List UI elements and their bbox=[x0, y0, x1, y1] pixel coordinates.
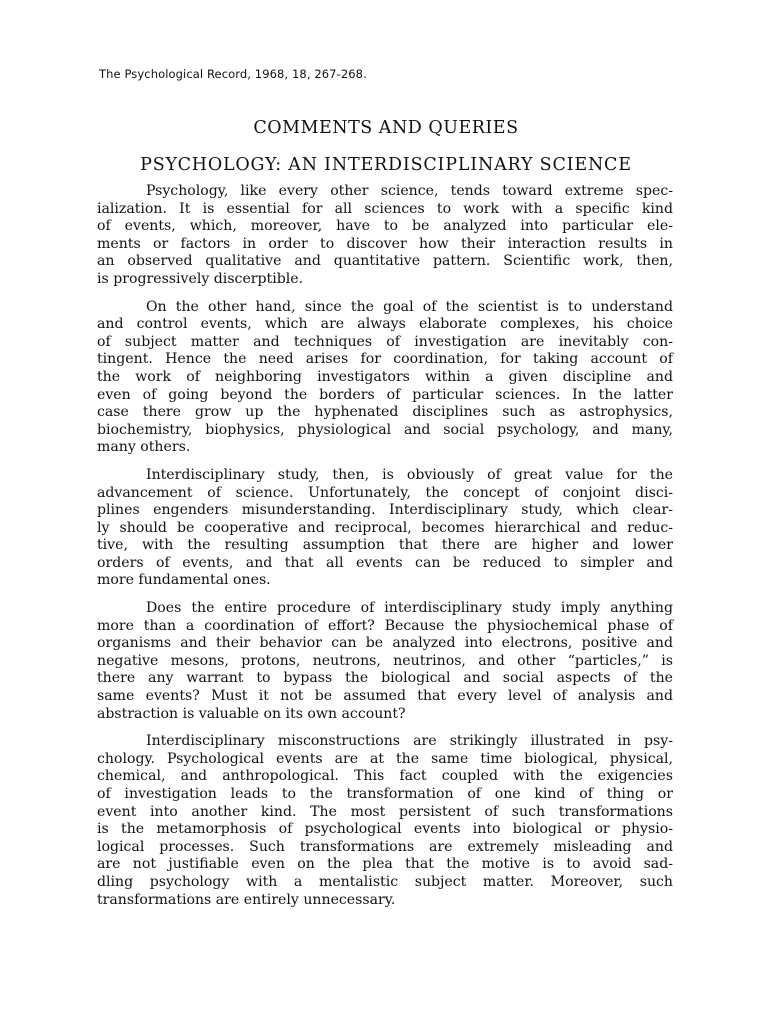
paragraph-line: and control events, which are always elaborate complexes, his choice bbox=[97, 316, 673, 333]
paragraph-line: plines engenders misunderstanding. Interdisciplinary study, which clear- bbox=[97, 502, 673, 519]
paragraph-line: more than a coordination of effort? Because the physiochemical phase of bbox=[97, 617, 673, 634]
paragraph-line: of subject matter and techniques of investigation are inevitably con- bbox=[97, 333, 673, 350]
paragraph-line: logical processes. Such transformations are extremely misleading and bbox=[97, 838, 673, 855]
paragraph-line: is progressively discerptible. bbox=[97, 270, 304, 287]
paragraph-line: event into another kind. The most persistent of such transformations bbox=[97, 803, 673, 820]
paragraph-line: case there grow up the hyphenated disciplines such as astrophysics, bbox=[97, 404, 673, 421]
paragraph-line: even of going beyond the borders of particular sciences. In the latter bbox=[97, 386, 673, 403]
paragraph-line: tingent. Hence the need arises for coordination, for taking account of bbox=[97, 351, 673, 368]
paragraph-line: same events? Must it not be assumed that every level of analysis and bbox=[97, 688, 673, 705]
section-heading: COMMENTS AND QUERIES bbox=[253, 118, 519, 138]
paragraph-line: Interdisciplinary study, then, is obviously of great value for the bbox=[146, 466, 673, 483]
paragraph-line: an observed qualitative and quantitative pattern. Scientific work, then, bbox=[97, 253, 673, 270]
paragraph-line: of investigation leads to the transformation of one kind of thing or bbox=[97, 786, 673, 802]
paragraph-line: many others. bbox=[97, 439, 191, 456]
article-body bbox=[97, 183, 673, 919]
paragraph-line: Psychology, like every other science, tends toward extreme spec- bbox=[146, 183, 673, 199]
paragraph-line: orders of events, and that all events can be reduced to simpler and bbox=[97, 554, 673, 571]
paragraph-line: chemical, and anthropological. This fact coupled with the exigencies bbox=[97, 768, 673, 785]
paragraph-line: biochemistry, biophysics, physiological and social psychology, and many, bbox=[97, 421, 673, 438]
paragraph-line: ialization. It is essential for all sciences to work with a specific kind bbox=[97, 200, 673, 217]
paragraph-line: the work of neighboring investigators within a given discipline and bbox=[97, 368, 673, 385]
paragraph bbox=[97, 600, 673, 723]
paragraph bbox=[97, 299, 673, 457]
paragraph-line: of events, which, moreover, have to be analyzed into particular ele- bbox=[97, 218, 673, 235]
paragraph-line: abstraction is valuable on its own account? bbox=[97, 705, 406, 722]
paragraph-line: Does the entire procedure of interdisciplinary study imply anything bbox=[146, 600, 673, 617]
paragraph-line: tive, with the resulting assumption that there are higher and lower bbox=[97, 537, 673, 554]
paragraph bbox=[97, 183, 673, 289]
paragraph bbox=[97, 467, 673, 590]
paragraph-line: dling psychology with a mentalistic subject matter. Moreover, such bbox=[97, 873, 673, 890]
paragraph-line: advancement of science. Unfortunately, the concept of conjoint disci- bbox=[97, 484, 673, 501]
paragraph-line: are not justifiable even on the plea that the motive is to avoid sad- bbox=[97, 856, 673, 873]
paragraph-line: there any warrant to bypass the biological and social aspects of the bbox=[97, 670, 673, 687]
paragraph-line: organisms and their behavior can be analyzed into electrons, positive and bbox=[97, 635, 673, 652]
paragraph-line: is the metamorphosis of psychological events into biological or physio- bbox=[97, 821, 673, 838]
paragraph-line: Interdisciplinary misconstructions are strikingly illustrated in psy- bbox=[146, 733, 673, 750]
paragraph bbox=[97, 733, 673, 909]
paragraph-line: ments or factors in order to discover how their interaction results in bbox=[97, 235, 673, 252]
paragraph-line: chology. Psychological events are at the same time biological, physical, bbox=[97, 750, 673, 767]
paragraph-line: more fundamental ones. bbox=[97, 572, 271, 589]
paragraph-line: negative mesons, protons, neutrons, neutrinos, and other “particles,” is bbox=[97, 652, 673, 669]
article-title: PSYCHOLOGY: AN INTERDISCIPLINARY SCIENCE bbox=[140, 155, 632, 175]
paragraph-line: On the other hand, since the goal of the scientist is to understand bbox=[146, 298, 673, 315]
paragraph-line: transformations are entirely unnecessary. bbox=[97, 891, 396, 908]
journal-citation: The Psychological Record, 1968, 18, 267-268. bbox=[99, 67, 367, 81]
paragraph-line: ly should be cooperative and reciprocal, becomes hierarchical and reduc- bbox=[97, 519, 673, 536]
